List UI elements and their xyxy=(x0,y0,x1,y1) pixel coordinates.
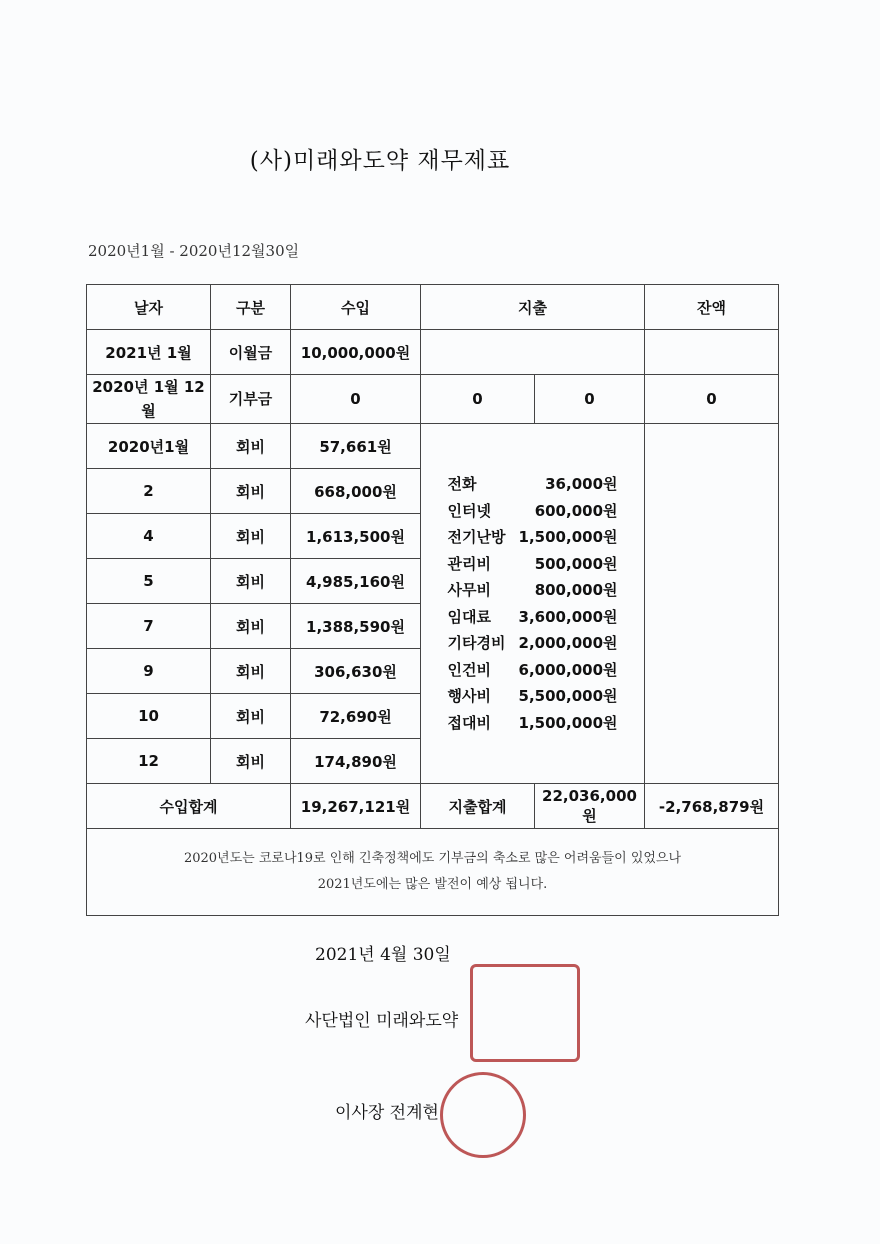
cell-date: 12 xyxy=(87,739,211,784)
income-total-label: 수입합계 xyxy=(87,784,291,829)
cell-category: 회비 xyxy=(211,469,291,514)
expense-total: 22,036,000원 xyxy=(535,784,645,829)
note-line-2: 2021년도에는 많은 발전이 예상 됩니다. xyxy=(317,877,548,892)
cell-date: 2020년 1월 12월 xyxy=(87,375,211,424)
cell-category: 회비 xyxy=(211,694,291,739)
cell-date: 4 xyxy=(87,514,211,559)
cell-category: 회비 xyxy=(211,514,291,559)
note-line-1: 2020년도는 코로나19로 인해 긴축정책에도 기부금의 축소로 많은 어려움들이 있었으나 xyxy=(183,851,682,866)
cell-date: 2020년1월 xyxy=(87,424,211,469)
expense-item: 사무비 800,000원 xyxy=(447,581,618,599)
table-row-donation xyxy=(87,375,779,424)
header-income: 수입 xyxy=(291,285,421,330)
cell-income: 174,890원 xyxy=(291,739,421,784)
expense-item: 접대비 1,500,000원 xyxy=(447,713,618,732)
representative-name: 이사장 전계현 xyxy=(335,1103,439,1123)
cell-date: 2021년 1월 xyxy=(87,330,211,375)
issue-date: 2021년 4월 30일 xyxy=(315,945,451,965)
expense-item: 전기난방 1,500,000원 xyxy=(447,528,618,546)
expense-item: 전화 36,000원 xyxy=(447,475,618,493)
document-title: (사)미래와도약 재무제표 xyxy=(249,148,511,174)
expense-item: 임대료 3,600,000원 xyxy=(447,607,618,626)
cell-income: 1,613,500원 xyxy=(291,514,421,559)
cell-date: 5 xyxy=(87,559,211,604)
cell-category: 회비 xyxy=(211,559,291,604)
cell-balance: 0 xyxy=(645,375,779,424)
cell-category: 이월금 xyxy=(211,330,291,375)
cell-expense-2: 0 xyxy=(535,375,645,424)
financial-table xyxy=(86,284,779,916)
totals-row xyxy=(87,784,779,829)
cell-category: 기부금 xyxy=(211,375,291,424)
report-period: 2020년1월 - 2020년12월30일 xyxy=(88,242,300,260)
cell-date: 7 xyxy=(87,604,211,649)
organization-name: 사단법인 미래와도약 xyxy=(305,1011,459,1031)
expense-item: 기타경비 2,000,000원 xyxy=(447,634,618,652)
note-cell xyxy=(87,829,779,916)
cell-income: 0 xyxy=(291,375,421,424)
cell-date: 2 xyxy=(87,469,211,514)
cell-category: 회비 xyxy=(211,649,291,694)
representative-seal-icon xyxy=(440,1072,526,1158)
balance-total: -2,768,879원 xyxy=(645,784,779,829)
cell-category: 회비 xyxy=(211,604,291,649)
header-category: 구분 xyxy=(211,285,291,330)
cell-income: 668,000원 xyxy=(291,469,421,514)
cell-category: 회비 xyxy=(211,424,291,469)
cell-income: 57,661원 xyxy=(291,424,421,469)
cell-expense-1: 0 xyxy=(421,375,535,424)
cell-income: 72,690원 xyxy=(291,694,421,739)
table-row-carryover xyxy=(87,330,779,375)
cell-date: 10 xyxy=(87,694,211,739)
table-header-row xyxy=(87,285,779,330)
cell-balance xyxy=(645,330,779,375)
cell-expense xyxy=(421,330,645,375)
expense-item: 관리비 500,000원 xyxy=(447,554,618,573)
header-balance: 잔액 xyxy=(645,285,779,330)
income-total: 19,267,121원 xyxy=(291,784,421,829)
cell-income: 10,000,000원 xyxy=(291,330,421,375)
expense-item: 인건비 6,000,000원 xyxy=(447,660,618,679)
note-row xyxy=(87,829,779,916)
cell-income: 4,985,160원 xyxy=(291,559,421,604)
cell-category: 회비 xyxy=(211,739,291,784)
header-expense: 지출 xyxy=(421,285,645,330)
expense-breakdown xyxy=(421,424,645,784)
header-date: 날자 xyxy=(87,285,211,330)
cell-income: 306,630원 xyxy=(291,649,421,694)
expense-item: 행사비 5,500,000원 xyxy=(447,687,618,705)
cell-date: 9 xyxy=(87,649,211,694)
expense-item: 인터넷 600,000원 xyxy=(447,501,618,520)
table-row xyxy=(87,424,779,469)
expense-list xyxy=(448,471,618,736)
balance-blank xyxy=(645,424,779,784)
expense-total-label: 지출합계 xyxy=(421,784,535,829)
organization-seal-icon xyxy=(470,964,580,1062)
cell-income: 1,388,590원 xyxy=(291,604,421,649)
